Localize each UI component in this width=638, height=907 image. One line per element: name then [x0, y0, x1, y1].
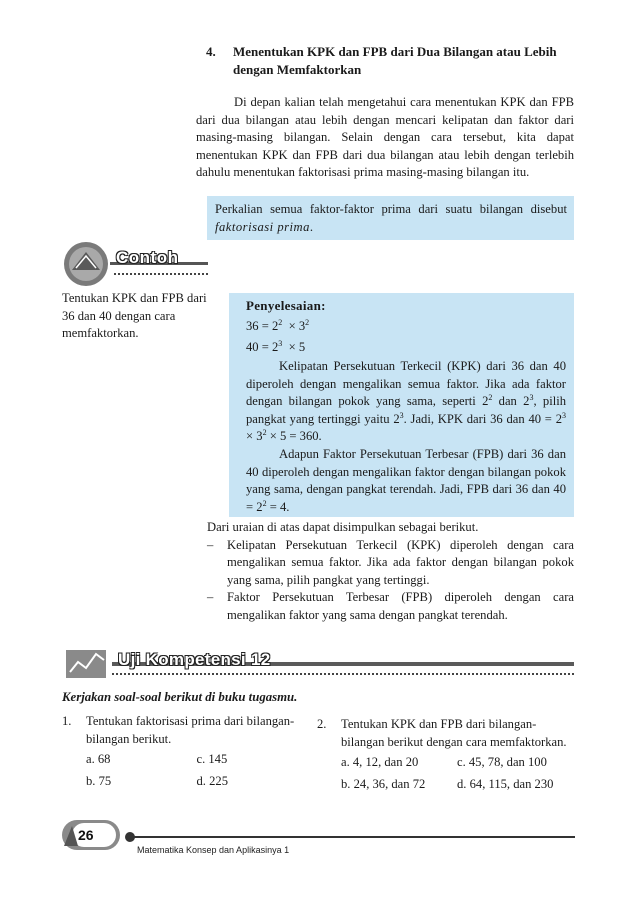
option: a. 68 [86, 752, 111, 767]
option: c. 145 [196, 752, 228, 767]
option: b. 75 [86, 773, 112, 788]
option: d. 225 [196, 773, 228, 788]
page-number: 26 [78, 827, 94, 843]
option: d. 64, 115, dan 230 [457, 776, 554, 791]
chart-icon [66, 650, 106, 678]
book-title: Matematika Konsep dan Aplikasinya 1 [137, 845, 290, 855]
fpb-paragraph: Adapun Faktor Persekutuan Terbesar (FPB) dari 36 dan 40 diperoleh dengan mengalikan faktor dengan bilangan pokok yang sama, dengan pangkat terendah. Jadi, FPB dari 36 dan $40 = 2^2 = 4$. [246, 446, 566, 514]
kpk-paragraph: Kelipatan Persekutuan Terkecil (KPK) dari 36 dan 40 diperoleh dengan mengalikan semua faktor. Jika ada faktor dengan bilangan pokok yang sama, seperti $2^2$ dan $2^3$, pilih pangkat yang tertinggi yaitu $2^3$. Jadi, KPK dari 36 dan $40 = 2^3 \times 3^2 \times 5 = 360$. [246, 359, 566, 444]
contoh-label: Contoh [116, 248, 179, 267]
intro-paragraph: Di depan kalian telah mengetahui cara menentukan KPK dan FPB dari dua bilangan atau lebih dengan mencari kelipatan dan faktor dari masing-masing bilangan. Selain dengan cara tersebut, kita dapat menentukan KPK dan FPB dari dua bilangan atau lebih dengan terlebih dahulu menentukan faktorisasi prima masing-masing bilangan itu. [196, 95, 574, 180]
conclusion-item: – Faktor Persekutuan Terbesar (FPB) diperoleh dengan cara mengalikan faktor yang sama dengan pangkat terendah. [207, 590, 574, 622]
option: a. 4, 12, dan 20 [341, 755, 419, 770]
footer-rule [131, 836, 575, 838]
factorization-40: $40 = 2^3 \times 5$ [246, 338, 306, 354]
example-question: Tentukan KPK dan FPB dari 36 dan 40 dengan cara memfaktorkan. [62, 291, 207, 341]
solution-box [229, 293, 574, 517]
conclusion [207, 519, 574, 625]
section-title-text: Menentukan KPK dan FPB dari Dua Bilangan atau Lebih dengan Memfaktorkan [233, 44, 557, 77]
question-2-options [341, 754, 575, 793]
option: c. 45, 78, dan 100 [457, 755, 547, 770]
definition-text: Perkalian semua faktor-faktor prima dari suatu bilangan disebut [215, 202, 567, 216]
solution-header: Penyelesaian: [246, 298, 326, 313]
section-number: 4. [206, 44, 216, 59]
exercise-instruction: Kerjakan soal-soal berikut di buku tugasmu. [62, 690, 298, 704]
uji-kompetensi-label: Uji Kompetensi 12 [118, 650, 271, 669]
definition-term: faktorisasi prima [215, 219, 310, 234]
factorization-36: $36 = 2^2 \times 3^2$ [246, 317, 310, 333]
option: b. 24, 36, dan 72 [341, 776, 426, 791]
question-2: 2. Tentukan KPK dan FPB dari bilangan-bilangan berikut dengan cara memfaktorkan. a. 4, 12, dan 20 c. 45, 78, dan 100 b. 24, 36, dan 72 d. 64, 115, dan 230 [317, 716, 575, 793]
section-title [206, 43, 574, 79]
conclusion-intro: Dari uraian di atas dapat disimpulkan sebagai berikut. [207, 520, 479, 534]
conclusion-item: – Kelipatan Persekutuan Terkecil (KPK) diperoleh dengan cara mengalikan semua faktor. Jika ada faktor dengan bilangan pokok yang sama, pilih pangkat yang tertinggi. [207, 537, 574, 587]
definition-box: Perkalian semua faktor-faktor prima dari suatu bilangan disebut faktorisasi prima. [207, 196, 574, 240]
question-1: 1. Tentukan faktorisasi prima dari bilangan-bilangan berikut. a. 68 c. 145 b. 75 d. 225 [62, 713, 307, 790]
question-1-options [86, 751, 307, 790]
